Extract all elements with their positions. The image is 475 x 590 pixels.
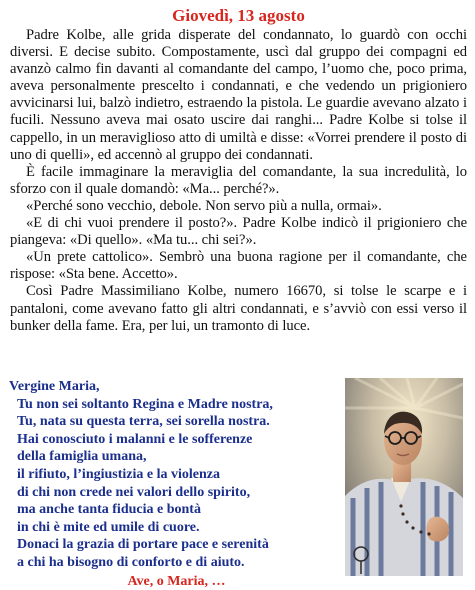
story-paragraph: È facile immaginare la meraviglia del comandante, la sua incredulità, lo sforzo con il quale domandò: «Ma... perché?». [10, 163, 467, 197]
prayer-line: Donaci la grazia di portare pace e serenità [17, 537, 269, 553]
prayer-line: Vergine Maria, [9, 379, 100, 394]
prayer-line: Tu, nata su questa terra, sei sorella nostra. [17, 414, 270, 430]
story-paragraph: «E di chi vuoi prendere il posto?». Padre Kolbe indicò il prigioniero che piangeva: «Di quello». «Ma tu... chi sei?». [10, 215, 467, 249]
prayer-text [9, 378, 334, 590]
story-paragraph: Così Padre Massimiliano Kolbe, numero 16670, si tolse le scarpe e i pantaloni, come avevano fatto gli altri condannati, e s’avviò con essi verso il bunker della fame. Era, per lui, un tramonto di luce. [10, 283, 467, 334]
story-paragraph: Padre Kolbe, alle grida disperate del condannato, lo guardò con occhi diversi. E decise subito. Compostamente, uscì dal gruppo dei compagni ed avanzò calmo fin davanti al comandante del campo, l’uomo che, poco prima, aveva personalmente prescelto i condannati, e che vedendo un prigioniero avvicinarsi lui, balzò indietro, estraendo la pistola. Le guardie avevano alzato i fucili. Nessuno aveva mai osato uscire dai ranghi... Padre Kolbe si tolse il cappello, in un meraviglioso atto di umiltà e disse: «Vorrei prendere il posto di uno di quelli», ed accennò al gruppo dei condannati. [10, 27, 467, 163]
portrait-illustration [345, 378, 463, 576]
prayer-line: della famiglia umana, [17, 449, 147, 465]
story-text [10, 27, 467, 335]
prayer-line: di chi non crede nei valori dello spirito, [17, 484, 251, 500]
prayer-line: a chi ha bisogno di conforto e di aiuto. [17, 554, 245, 570]
saint-portrait-image [345, 378, 463, 576]
story-paragraph: «Perché sono vecchio, debole. Non servo più a nulla, ormai». [26, 197, 382, 214]
prayer-line: in chi è mite ed umile di cuore. [17, 519, 200, 535]
prayer-line: il rifiuto, l’ingiustizia e la violenza [17, 466, 220, 482]
prayer-line: Hai conosciuto i malanni e le sofferenze [17, 431, 253, 447]
prayer-line: ma anche tanta fiducia e bontà [17, 502, 201, 518]
prayer-section [0, 372, 475, 589]
prayer-line: Tu non sei soltanto Regina e Madre nostra, [17, 396, 273, 412]
prayer-closing: Ave, o Maria, … [127, 573, 226, 589]
page-title: Giovedì, 13 agosto [172, 6, 305, 25]
story-paragraph: «Un prete cattolico». Sembrò una buona ragione per il comandante, che rispose: «Sta bene. Accetto». [10, 249, 467, 283]
